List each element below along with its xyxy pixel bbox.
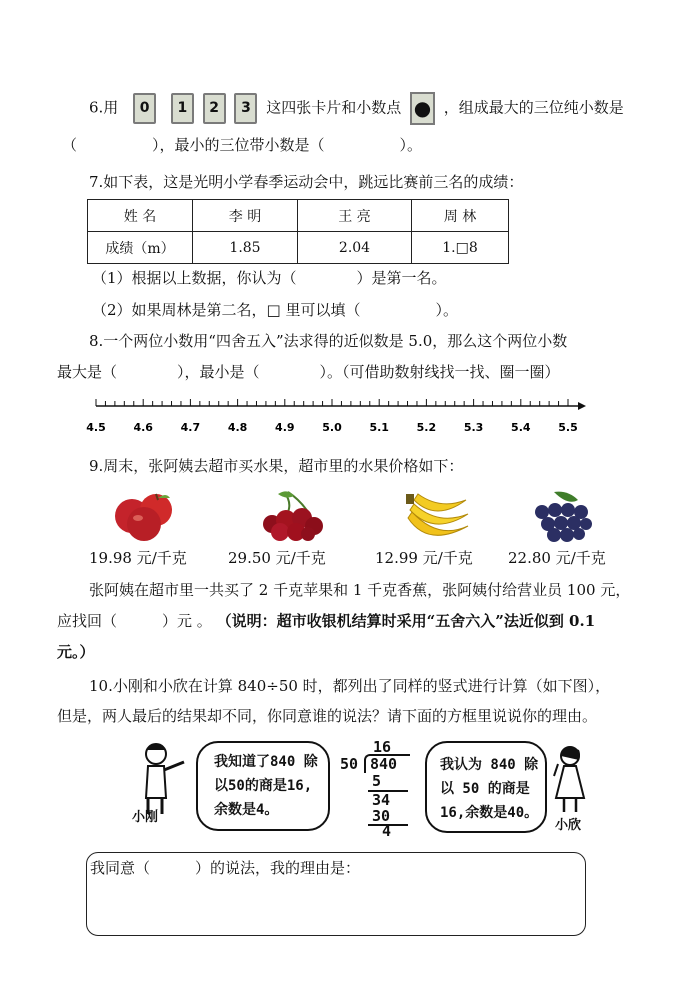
girl-figure [550,744,590,816]
table-cell: 李 明 [193,200,298,232]
number-ray-label: 5.3 [463,421,484,434]
q9-line1: 张阿姨在超市里一共买了 2 千克苹果和 1 千克香蕉，张阿姨付给营业员 100 元， [89,581,631,599]
bubble-line: 以50的商是16, [214,778,313,794]
bubble-line: 以 50 的商是 [440,781,530,797]
bubble-line: 余数是4。 [214,802,279,818]
number-ray-line [96,399,582,406]
boy-bubble-text [214,750,318,822]
number-ray-label: 5.4 [511,421,531,434]
q8-line2: 最大是（ ），最小是（ ）。（可借助数射线找一找、圈一圈） [57,363,560,381]
number-card-3: 3 [234,93,257,124]
arrow-head-icon [578,402,586,410]
q10-line1: 10.小刚和小欣在计算 840÷50 时，都列出了同样的竖式进行计算（如下图）， [89,677,611,695]
q7-intro: 7.如下表，这是光明小学春季运动会中，跳远比赛前三名的成绩： [89,173,524,191]
girl-name: 小欣 [555,818,582,833]
q10-line2: 但是，两人最后的结果却不同，你同意谁的说法？请下面的方框里说说你的理由。 [57,707,598,725]
number-ray-label: 5.1 [369,421,389,434]
table-cell: 姓 名 [88,200,193,232]
bubble-line: 我认为 840 除 [440,757,539,773]
number-ray-label: 5.2 [416,421,437,434]
q9-intro: 9.周末，张阿姨去超市买水果，超市里的水果价格如下： [89,457,464,475]
q9-line2 [57,611,595,631]
number-ray-label: 5.5 [558,421,578,434]
q6-mid: 这四张卡片和小数点 [266,98,402,117]
number-ray-label: 4.5 [86,421,106,434]
answer-prompt: 我同意（ ）的说法，我的理由是： [90,859,361,877]
grape-price: 22.80 元/千克 [508,549,606,567]
apple-price: 19.98 元/千克 [89,549,187,567]
table-cell: 王 亮 [298,200,412,232]
number-ray-label: 5.0 [322,421,342,434]
table-cell: 成绩（m） [88,232,193,264]
q9-note: （说明：超市收银机结算时采用“五舍六入”法近似到 0.1 [216,612,596,630]
score-table [87,199,509,264]
bubble-line: 16,余数是40。 [440,805,539,821]
boy-name: 小刚 [132,810,159,825]
q9-note-end: 元。） [57,643,95,661]
q7-sub2: （2）如果周林是第二名，□ 里可以填（ ）。 [92,301,458,319]
number-card-0: 0 [133,93,156,124]
step-2: 34 [372,791,391,809]
girl-bubble-text [440,753,538,825]
table-cell: 1.85 [193,232,298,264]
table-cell: 周 林 [412,200,509,232]
number-card-1: 1 [171,93,194,124]
decimal-point-card: ● [410,92,435,125]
number-ray [86,394,590,436]
q8-line1: 8.一个两位小数用“四舍五入”法求得的近似数是 5.0，那么这个两位小数 [89,332,568,350]
remainder: 4 [382,822,392,840]
table-row [88,232,509,264]
q6-suffix: ，组成最大的三位纯小数是 [443,98,624,117]
quotient: 16 [373,738,392,756]
q9-answer-text: 应找回（ ）元 。 [57,612,212,630]
divisor: 50 [340,755,359,773]
banana-price: 12.99 元/千克 [375,549,473,567]
apple-image [108,490,183,542]
q6-line2: （ ），最小的三位带小数是（ ）。 [62,136,423,154]
cherry-price: 29.50 元/千克 [228,549,326,567]
table-cell: 2.04 [298,232,412,264]
table-row [88,200,509,232]
q6-line1 [89,92,624,125]
q7-sub1: （1）根据以上数据，你认为（ ）是第一名。 [92,269,447,287]
step-1: 5 [372,772,382,790]
banana-image [400,488,472,544]
division-bracket [364,754,410,773]
cherry-image [258,488,328,542]
number-ray-label: 4.8 [227,421,248,434]
number-card-2: 2 [203,93,226,124]
bubble-line: 我知道了840 除 [214,754,318,770]
step-3: 30 [372,807,391,825]
q6-prefix: 6.用 [89,98,119,117]
number-ray-label: 4.6 [133,421,153,434]
number-ray-label: 4.7 [180,421,201,434]
number-ray-label: 4.9 [275,421,295,434]
long-division [340,738,412,840]
dividend: 840 [370,755,398,773]
grape-image [530,490,596,546]
table-cell: 1.□8 [412,232,509,264]
